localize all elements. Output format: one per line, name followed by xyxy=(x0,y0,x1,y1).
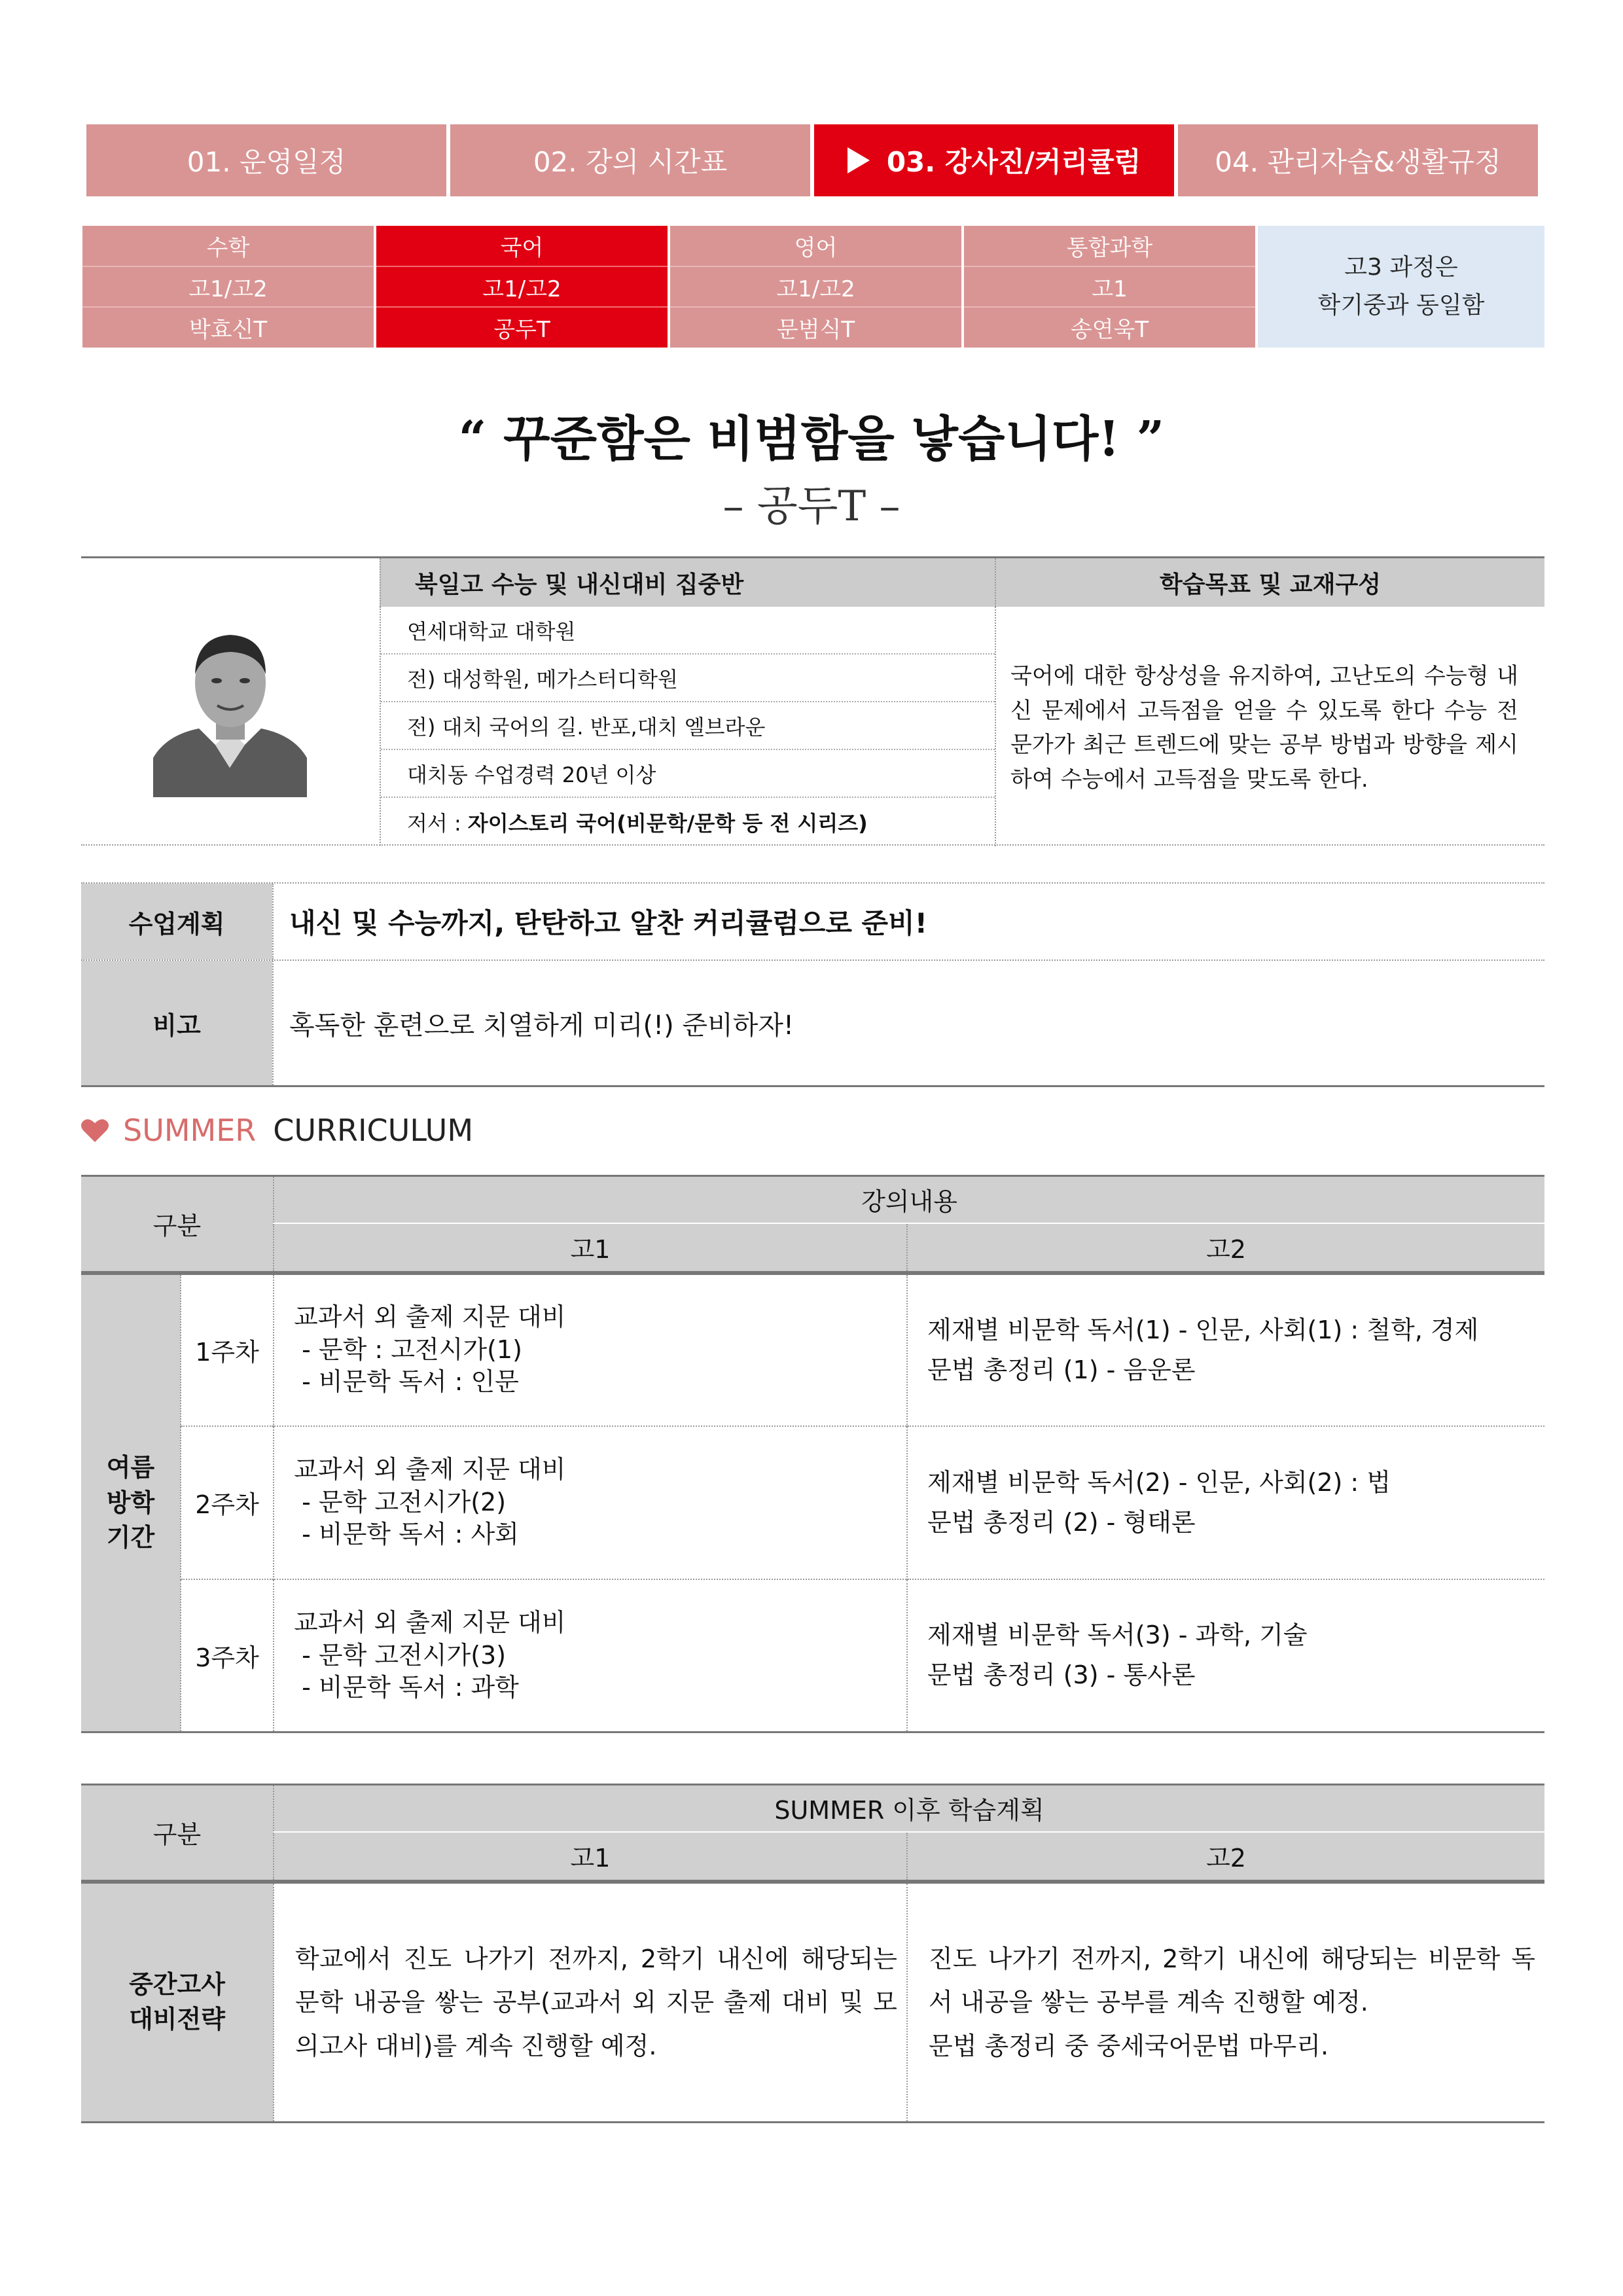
table-row xyxy=(81,1579,1544,1732)
season-line: 여름 xyxy=(106,1453,155,1482)
content-line: 교과서 외 출제 지문 대비 xyxy=(294,1608,566,1638)
grade1-content xyxy=(274,1426,907,1579)
grade3-note xyxy=(1258,226,1544,348)
plan-row xyxy=(81,884,1544,961)
plan-label: 수업계획 xyxy=(81,884,272,960)
subject-teacher: 송연욱T xyxy=(964,308,1255,348)
content-line: - 비문학 독서 : 과학 xyxy=(294,1672,519,1702)
after-summer-table xyxy=(81,1784,1544,2123)
teacher-profile xyxy=(81,556,1544,846)
tab-label: 04. 관리자습&생활규정 xyxy=(1215,146,1501,178)
tab-self-study-rules[interactable] xyxy=(1178,124,1538,196)
content-header: 강의내용 xyxy=(274,1176,1544,1223)
content-line: - 문학 : 고전시가(1) xyxy=(294,1335,522,1364)
grade1-plan: 학교에서 진도 나가기 전까지, 2학기 내신에 해당되는 문학 내공을 쌓는 공부(교과서 외 지문 출제 대비 및 모의고사 대비)를 계속 진행할 예정. xyxy=(274,1882,907,2123)
credential-item: 대치동 수업경력 20년 이상 xyxy=(381,750,995,798)
subject-name: 국어 xyxy=(376,226,668,267)
after-header: SUMMER 이후 학습계획 xyxy=(274,1785,1544,1832)
table-header-row xyxy=(81,1176,1544,1223)
note-line: 고3 과정은 xyxy=(1344,254,1458,281)
note-line: 학기중과 동일함 xyxy=(1317,292,1485,319)
tab-teachers-curriculum[interactable] xyxy=(814,124,1174,196)
subject-english[interactable] xyxy=(670,226,961,348)
subject-grade: 고1/고2 xyxy=(82,267,374,308)
subject-teacher: 박효신T xyxy=(82,308,374,348)
week-label: 2주차 xyxy=(181,1426,274,1579)
table-header-row xyxy=(81,1785,1544,1832)
section-title xyxy=(81,1113,473,1148)
grade1-content xyxy=(274,1579,907,1732)
tab-label: 01. 운영일정 xyxy=(187,146,346,178)
plan-line: 진도 나가기 전까지, 2학기 내신에 해당되는 비문학 독서 내공을 쌓는 공부를 계속 진행할 예정. xyxy=(929,1944,1536,2017)
grade2-header: 고2 xyxy=(907,1223,1544,1273)
grade2-plan xyxy=(907,1882,1544,2123)
teacher-signature: – 공두T – xyxy=(722,482,901,531)
teacher-photo xyxy=(153,614,307,797)
subject-science[interactable] xyxy=(964,226,1255,348)
profile-goal-title: 학습목표 및 교재구성 xyxy=(995,558,1544,607)
tab-timetable[interactable] xyxy=(450,124,810,196)
strategy-label-line: 중간고사 xyxy=(129,1970,225,2000)
subject-korean[interactable] xyxy=(376,226,668,348)
table-row xyxy=(81,1273,1544,1426)
grade2-content xyxy=(907,1579,1544,1732)
strategy-label-line: 대비전략 xyxy=(129,2005,225,2034)
grade2-content xyxy=(907,1426,1544,1579)
section-word-curriculum: CURRICULUM xyxy=(273,1113,474,1148)
content-line: 교과서 외 출제 지문 대비 xyxy=(294,1302,566,1332)
content-line: - 비문학 독서 : 인문 xyxy=(294,1367,519,1397)
grade2-header: 고2 xyxy=(907,1832,1544,1882)
play-icon xyxy=(847,147,870,173)
tab-label: 03. 강사진/커리큘럼 xyxy=(886,146,1141,178)
note-label: 비고 xyxy=(81,961,272,1085)
content-line: 제재별 비문학 독서(3) - 과학, 기술 xyxy=(927,1621,1308,1650)
subject-name: 수학 xyxy=(82,226,374,267)
class-plan xyxy=(81,882,1544,1087)
book-prefix: 저서 : xyxy=(407,810,461,836)
subject-grade: 고1/고2 xyxy=(670,267,961,308)
top-nav xyxy=(86,124,1538,196)
table-subheader-row xyxy=(81,1832,1544,1882)
plan-value: 내신 및 수능까지, 탄탄하고 알찬 커리큘럼으로 준비! xyxy=(272,884,1544,960)
subject-name: 영어 xyxy=(670,226,961,267)
content-line: 제재별 비문학 독서(1) - 인문, 사회(1) : 철학, 경제 xyxy=(927,1315,1479,1344)
content-line: - 문학 고전시가(2) xyxy=(294,1487,507,1516)
content-line: - 문학 고전시가(3) xyxy=(294,1640,507,1670)
season-label xyxy=(81,1273,181,1732)
content-line: 문법 총정리 (1) - 음운론 xyxy=(927,1355,1196,1384)
note-row xyxy=(81,961,1544,1085)
subject-teacher: 문범식T xyxy=(670,308,961,348)
credential-item: 연세대학교 대학원 xyxy=(381,607,995,655)
strategy-label xyxy=(81,1882,274,2123)
week-label: 1주차 xyxy=(181,1273,274,1426)
season-line: 방학 xyxy=(106,1488,155,1517)
subject-teacher: 공두T xyxy=(376,308,668,348)
subject-grade: 고1 xyxy=(964,267,1255,308)
grade2-content xyxy=(907,1273,1544,1426)
section-word-summer: SUMMER xyxy=(123,1113,257,1148)
subject-grade: 고1/고2 xyxy=(376,267,668,308)
book-title: 자이스토리 국어(비문학/문학 등 전 시리즈) xyxy=(467,810,868,836)
summer-curriculum-table xyxy=(81,1175,1544,1733)
table-subheader-row xyxy=(81,1223,1544,1273)
content-line: 교과서 외 출제 지문 대비 xyxy=(294,1455,566,1484)
plan-line: 문법 총정리 중 중세국어문법 마무리. xyxy=(929,2031,1329,2060)
grade1-header: 고1 xyxy=(274,1223,907,1273)
season-line: 기간 xyxy=(106,1522,155,1552)
week-label: 3주차 xyxy=(181,1579,274,1732)
table-row xyxy=(81,1882,1544,2123)
gubun-header: 구분 xyxy=(81,1785,274,1882)
learning-goal: 국어에 대한 항상성을 유지하여, 고난도의 수능형 내신 문제에서 고득점을 얻을 수 있도록 한다 수능 전문가가 최근 트렌드에 맞는 공부 방법과 방향을 제시하여 수능에서 고득점을 맞도록 한다. xyxy=(995,607,1544,846)
profile-class-title: 북일고 수능 및 내신대비 집중반 xyxy=(380,558,995,607)
content-line: 문법 총정리 (3) - 통사론 xyxy=(927,1660,1196,1690)
grade1-content xyxy=(274,1273,907,1426)
content-line: 제재별 비문학 독서(2) - 인문, 사회(2) : 법 xyxy=(927,1467,1391,1497)
teacher-credentials xyxy=(380,607,995,846)
subject-grid xyxy=(82,226,1544,348)
tab-label: 02. 강의 시간표 xyxy=(533,146,728,178)
table-row xyxy=(81,1426,1544,1579)
note-value: 혹독한 훈련으로 치열하게 미리(!) 준비하자! xyxy=(272,961,1544,1085)
credential-book xyxy=(381,798,995,846)
grade1-header: 고1 xyxy=(274,1832,907,1882)
heart-icon xyxy=(81,1118,109,1143)
tab-schedule[interactable] xyxy=(86,124,446,196)
credential-item: 전) 대치 국어의 길. 반포,대치 엘브라운 xyxy=(381,702,995,750)
content-line: - 비문학 독서 : 사회 xyxy=(294,1520,519,1549)
subject-name: 통합과학 xyxy=(964,226,1255,267)
gubun-header: 구분 xyxy=(81,1176,274,1273)
subject-math[interactable] xyxy=(82,226,374,348)
content-line: 문법 총정리 (2) - 형태론 xyxy=(927,1507,1196,1537)
headline-quote: “ 꾸준함은 비범함을 낳습니다! ” xyxy=(458,411,1165,467)
credential-item: 전) 대성학원, 메가스터디학원 xyxy=(381,655,995,702)
